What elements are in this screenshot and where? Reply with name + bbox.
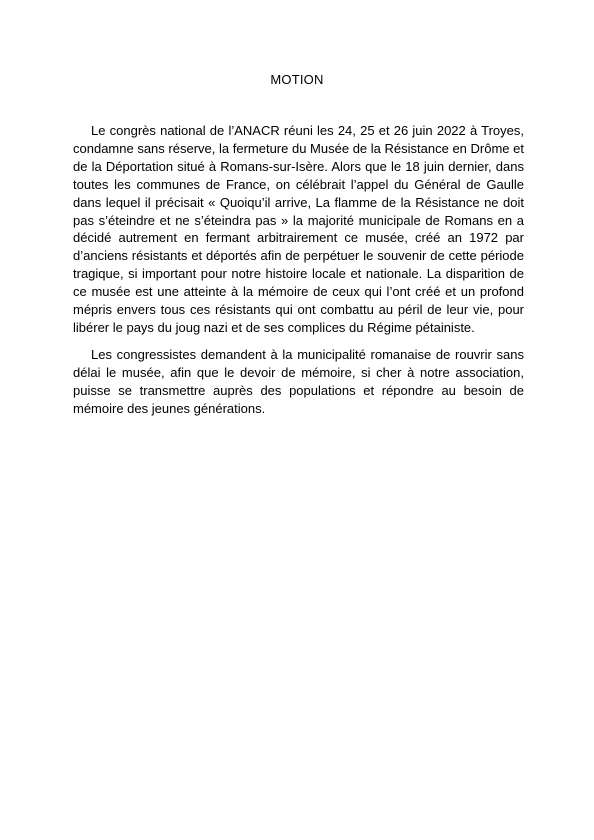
paragraph-reopening-request: Les congressistes demandent à la municipalité romanaise de rouvrir sans délai le musée, afin que le devoir de mémoire, si cher à notre association, puisse se transmettre auprès des populations et répondre au besoin de mémoire des jeunes générations. — [73, 346, 524, 416]
document-body — [73, 122, 524, 427]
paragraph-congress-condemnation: Le congrès national de l’ANACR réuni les 24, 25 et 26 juin 2022 à Troyes, condamne sans réserve, la fermeture du Musée de la Résistance en Drôme et de la Déportation situé à Romans-sur-Isère. Alors que le 18 juin dernier, dans toutes les communes de France, on célébrait l’appel du Général de Gaulle dans lequel il précisait « Quoiqu’il arrive, La flamme de la Résistance ne doit pas s’éteindre et ne s’éteindra pas » la majorité municipale de Romans en a décidé autrement en fermant arbitrairement ce musée, créé an 1972 par d’anciens résistants et déportés afin de perpétuer le souvenir de cette période tragique, si important pour notre histoire locale et nationale. La disparition de ce musée est une atteinte à la mémoire de ceux qui l’ont créé et un profond mépris envers tous ces résistants qui ont combattu au péril de leur vie, pour libérer le pays du joug nazi et de ses complices du Régime pétainiste. — [73, 123, 524, 335]
document-title: MOTION — [270, 72, 324, 87]
